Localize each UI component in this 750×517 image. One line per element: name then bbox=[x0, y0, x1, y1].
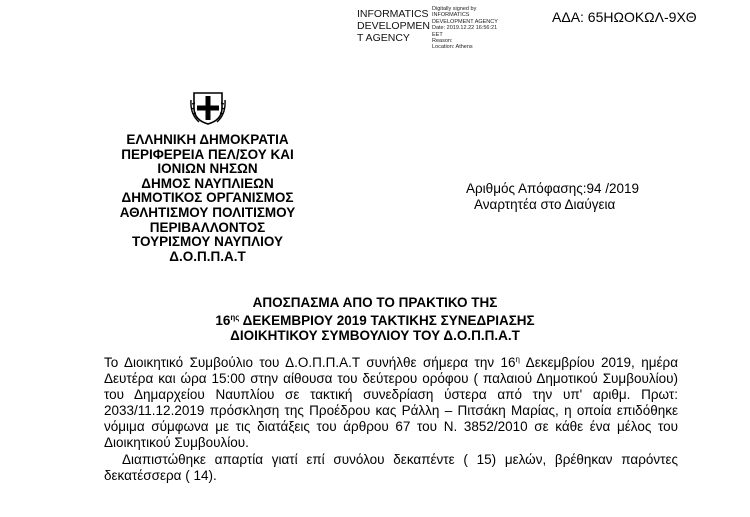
body-paragraph-2: Διαπιστώθηκε απαρτία γιατί επί συνόλου δεκαπέντε ( 15) μελών, βρέθηκαν παρόντες δεκατέσσερα ( 14). bbox=[104, 452, 678, 483]
decision-number: Αριθμός Απόφασης:94 /2019 bbox=[466, 181, 640, 196]
authority-line: Δ.Ο.Π.Π.Α.Τ bbox=[169, 248, 246, 264]
issuing-authority bbox=[94, 133, 321, 264]
greek-coat-of-arms-icon bbox=[190, 90, 226, 126]
body-p1-rest: Δεκεμβρίου 2019, ημέρα Δευτέρα και ώρα 15:00 στην αίθουσα του δεύτερου ορόφου ( παλαιού Δημοτικού Συμβουλίου) του Δημαρχείου Ναυπλίου σε τακτική συνεδρίαση ύστερα από την υπ' αριθμ. Πρωτ: 2033/11.12.2019 πρόσκληση της Προέδρου κας Ράλλη – Πιτσάκη Μαρίας, η οποία επιδόθηκε νόμιμα σύμφωνα με τις διατάξεις του άρθρου 67 του Ν. 3852/2010 σε κάθε ένα μέλος του Διοικητικού Συμβουλίου. bbox=[104, 355, 678, 450]
body-paragraph-1 bbox=[104, 352, 678, 451]
heading-line-2 bbox=[140, 310, 610, 328]
signature-detail-line: INFORMATICS bbox=[432, 12, 470, 19]
authority-line: ΙΟΝΙΩΝ ΝΗΣΩΝ bbox=[157, 161, 258, 177]
signature-issuer-line: T AGENCY bbox=[357, 32, 410, 44]
authority-line: ΤΟΥΡΙΣΜΟΥ ΝΑΥΠΛΙΟΥ bbox=[131, 234, 284, 250]
authority-line: ΕΛΛΗΝΙΚΗ ΔΗΜΟΚΡΑΤΙΑ bbox=[126, 132, 289, 147]
decision-info bbox=[466, 181, 666, 212]
heading-line-2-rest: ΔΕΚΕΜΒΡΙΟΥ 2019 ΤΑΚΤΙΚΗΣ ΣΥΝΕΔΡΙΑΣΗΣ bbox=[239, 313, 535, 329]
signature-detail-line: Digitally signed by bbox=[432, 6, 477, 12]
signature-detail-line: EET bbox=[432, 31, 443, 38]
signature-detail-line: Date: 2019.12.22 16:56:21 bbox=[432, 25, 498, 32]
heading-day-suffix: ης bbox=[230, 313, 240, 323]
body-p1-sup: η bbox=[515, 355, 520, 364]
signature-issuer bbox=[357, 8, 430, 44]
authority-line: ΠΕΡΙΦΕΡΕΙΑ ΠΕΛ/ΣΟΥ ΚΑΙ bbox=[121, 146, 294, 162]
authority-line: ΠΕΡΙΒΑΛΛΟΝΤΟΣ bbox=[149, 219, 266, 235]
heading-line-3: ΔΙΟΙΚΗΤΙΚΟΥ ΣΥΜΒΟΥΛΙΟΥ ΤΟΥ Δ.Ο.Π.Π.Α.Τ bbox=[230, 328, 520, 344]
decision-posted-note: Αναρτητέα στο Διαύγεια bbox=[474, 196, 616, 212]
authority-line: ΑΘΛΗΤΙΣΜΟΥ ΠΟΛΙΤΙΣΜΟΥ bbox=[119, 204, 296, 220]
document-body bbox=[104, 352, 678, 484]
signature-details bbox=[432, 6, 522, 51]
authority-line: ΔΗΜΟΤΙΚΟΣ ΟΡΓΑΝΙΣΜΟΣ bbox=[121, 190, 294, 206]
signature-issuer-line: INFORMATICS bbox=[357, 8, 429, 20]
heading-day: 16 bbox=[215, 313, 231, 329]
signature-issuer-line: DEVELOPMEN bbox=[357, 20, 430, 32]
heading-line-1: ΑΠΟΣΠΑΣΜΑ ΑΠΟ ΤΟ ΠΡΑΚΤΙΚΟ ΤΗΣ bbox=[252, 295, 498, 310]
ada-code: ΑΔΑ: 65ΗΩΟΚΩΛ-9ΧΘ bbox=[552, 9, 697, 25]
authority-line: ΔΗΜΟΣ ΝΑΥΠΛΙΕΩΝ bbox=[141, 175, 274, 191]
signature-detail-line: DEVELOPMENT AGENCY bbox=[432, 18, 498, 25]
document-heading bbox=[140, 295, 610, 344]
signature-detail-line: Reason: bbox=[432, 38, 453, 45]
body-p1-start: Το Διοικητικό Συμβούλιο του Δ.Ο.Π.Π.Α.Τ συνήλθε σήμερα την 16 bbox=[104, 355, 516, 370]
signature-detail-line: Location: Athens bbox=[432, 44, 473, 51]
